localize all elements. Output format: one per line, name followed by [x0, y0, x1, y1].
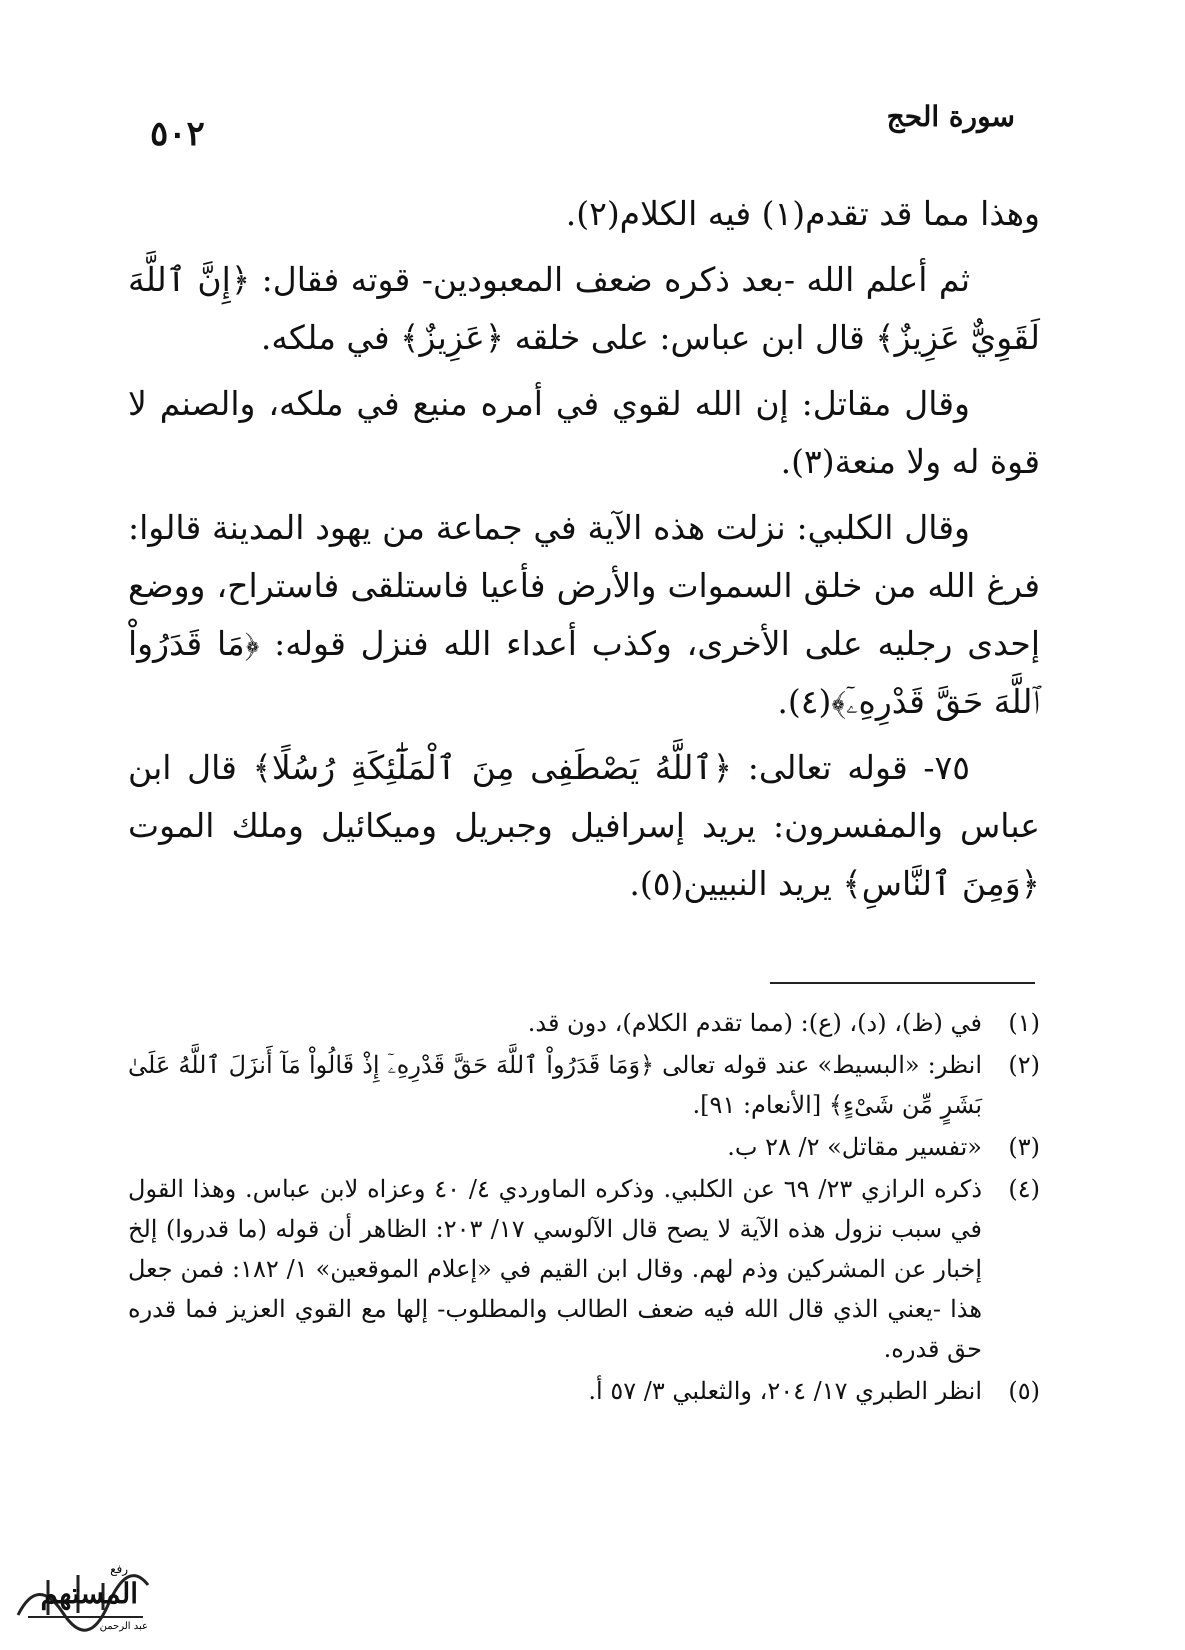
- footnote: [128, 1371, 1040, 1411]
- footnote-number: (٢): [1008, 1051, 1040, 1079]
- paragraph: وهذا مما قد تقدم(١) فيه الكلام(٢).: [565, 194, 1040, 233]
- footnote-text: ذكره الرازي ٢٣/ ٦٩ عن الكلبي. وذكره الماوردي ٤/ ٤٠ وعزاه لابن عباس. وهذا القول في سبب نزول هذه الآية لا يصح قال الآلوسي ١٧/ ٢٠٣: الظاهر أن قوله (ما قدروا) إلخ إخبار عن المشركين وذم لهم. وقال ابن القيم في «إعلام الموقعين» ١/ ١٨٢: فمن جعل هذا -يعني الذي قال الله فيه ضعف الطالب والمطلوب- إلها مع القوي العزيز فما قدره حق قدره.: [128, 1175, 983, 1363]
- paragraph: ثم أعلم الله -بعد ذكره ضعف المعبودين- قوته فقال: ﴿إِنَّ ٱللَّهَ لَقَوِيٌّ عَزِيزٌ﴾ قال ابن عباس: على خلقه ﴿عَزِيزٌ﴾ في ملكه.: [128, 260, 1040, 357]
- stamp-main-text: المستهم: [40, 1577, 138, 1610]
- stamp-sub-text: رفع: [110, 1562, 128, 1576]
- page-header: [150, 100, 1015, 160]
- footnote: [128, 1169, 1040, 1369]
- footnote-number: (٤): [1008, 1175, 1040, 1203]
- footnote: [128, 1127, 1040, 1167]
- main-text: [128, 185, 1040, 913]
- page-number: ٥٠٢: [150, 114, 205, 154]
- footnote-text: في (ظ)، (د)، (ع): (مما تقدم الكلام)، دون قد.: [527, 1009, 982, 1037]
- publisher-stamp-logo: [8, 1555, 158, 1633]
- paragraph: وقال مقاتل: إن الله لقوي في أمره منيع في ملكه، والصنم لا قوة له ولا منعة(٣).: [128, 384, 1040, 481]
- stamp-small-text: عبد الرحمن: [99, 1621, 148, 1632]
- footnote-text: انظر: «البسيط» عند قوله تعالى ﴿وَمَا قَدَرُواْ ٱللَّهَ حَقَّ قَدْرِهِۦٓ إِذْ قَالُواْ مَآ أَنزَلَ ٱللَّهُ عَلَىٰ بَشَرٍ مِّن شَىْءٍ﴾ [الأنعام: ٩١].: [128, 1051, 982, 1119]
- footnote-number: (٣): [1008, 1133, 1040, 1161]
- paragraph: وقال الكلبي: نزلت هذه الآية في جماعة من يهود المدينة قالوا: فرغ الله من خلق السموات والأرض فأعيا فاستلقى فاستراح، ووضع إحدى رجليه على الأخرى، وكذب أعداء الله فنزل قوله: ﴿مَا قَدَرُواْ ٱللَّهَ حَقَّ قَدْرِهِۦٓ﴾(٤).: [128, 508, 1040, 721]
- footnote-text: «تفسير مقاتل» ٢/ ٢٨ ب.: [727, 1133, 982, 1161]
- footnote: [128, 1003, 1040, 1043]
- paragraph: ٧٥- قوله تعالى: ﴿ٱللَّهُ يَصْطَفِى مِنَ ٱلْمَلَٰٓئِكَةِ رُسُلًا﴾ قال ابن عباس والمفسرون: يريد إسرافيل وجبريل وميكائيل وملك الموت ﴿وَمِنَ ٱلنَّاسِ﴾ يريد النبيين(٥).: [128, 748, 1040, 903]
- footnote-number: (٥): [1008, 1377, 1040, 1405]
- footnote-number: (١): [1008, 1009, 1040, 1037]
- footnotes: [128, 1003, 1040, 1413]
- stamp-calligraphy-icon: [8, 1555, 158, 1633]
- footnote-separator: [770, 982, 1035, 984]
- footnote-text: انظر الطبري ١٧/ ٢٠٤، والثعلبي ٣/ ٥٧ أ.: [588, 1377, 982, 1405]
- footnote: [128, 1045, 1040, 1125]
- surah-title: سورة الحج: [886, 100, 1015, 133]
